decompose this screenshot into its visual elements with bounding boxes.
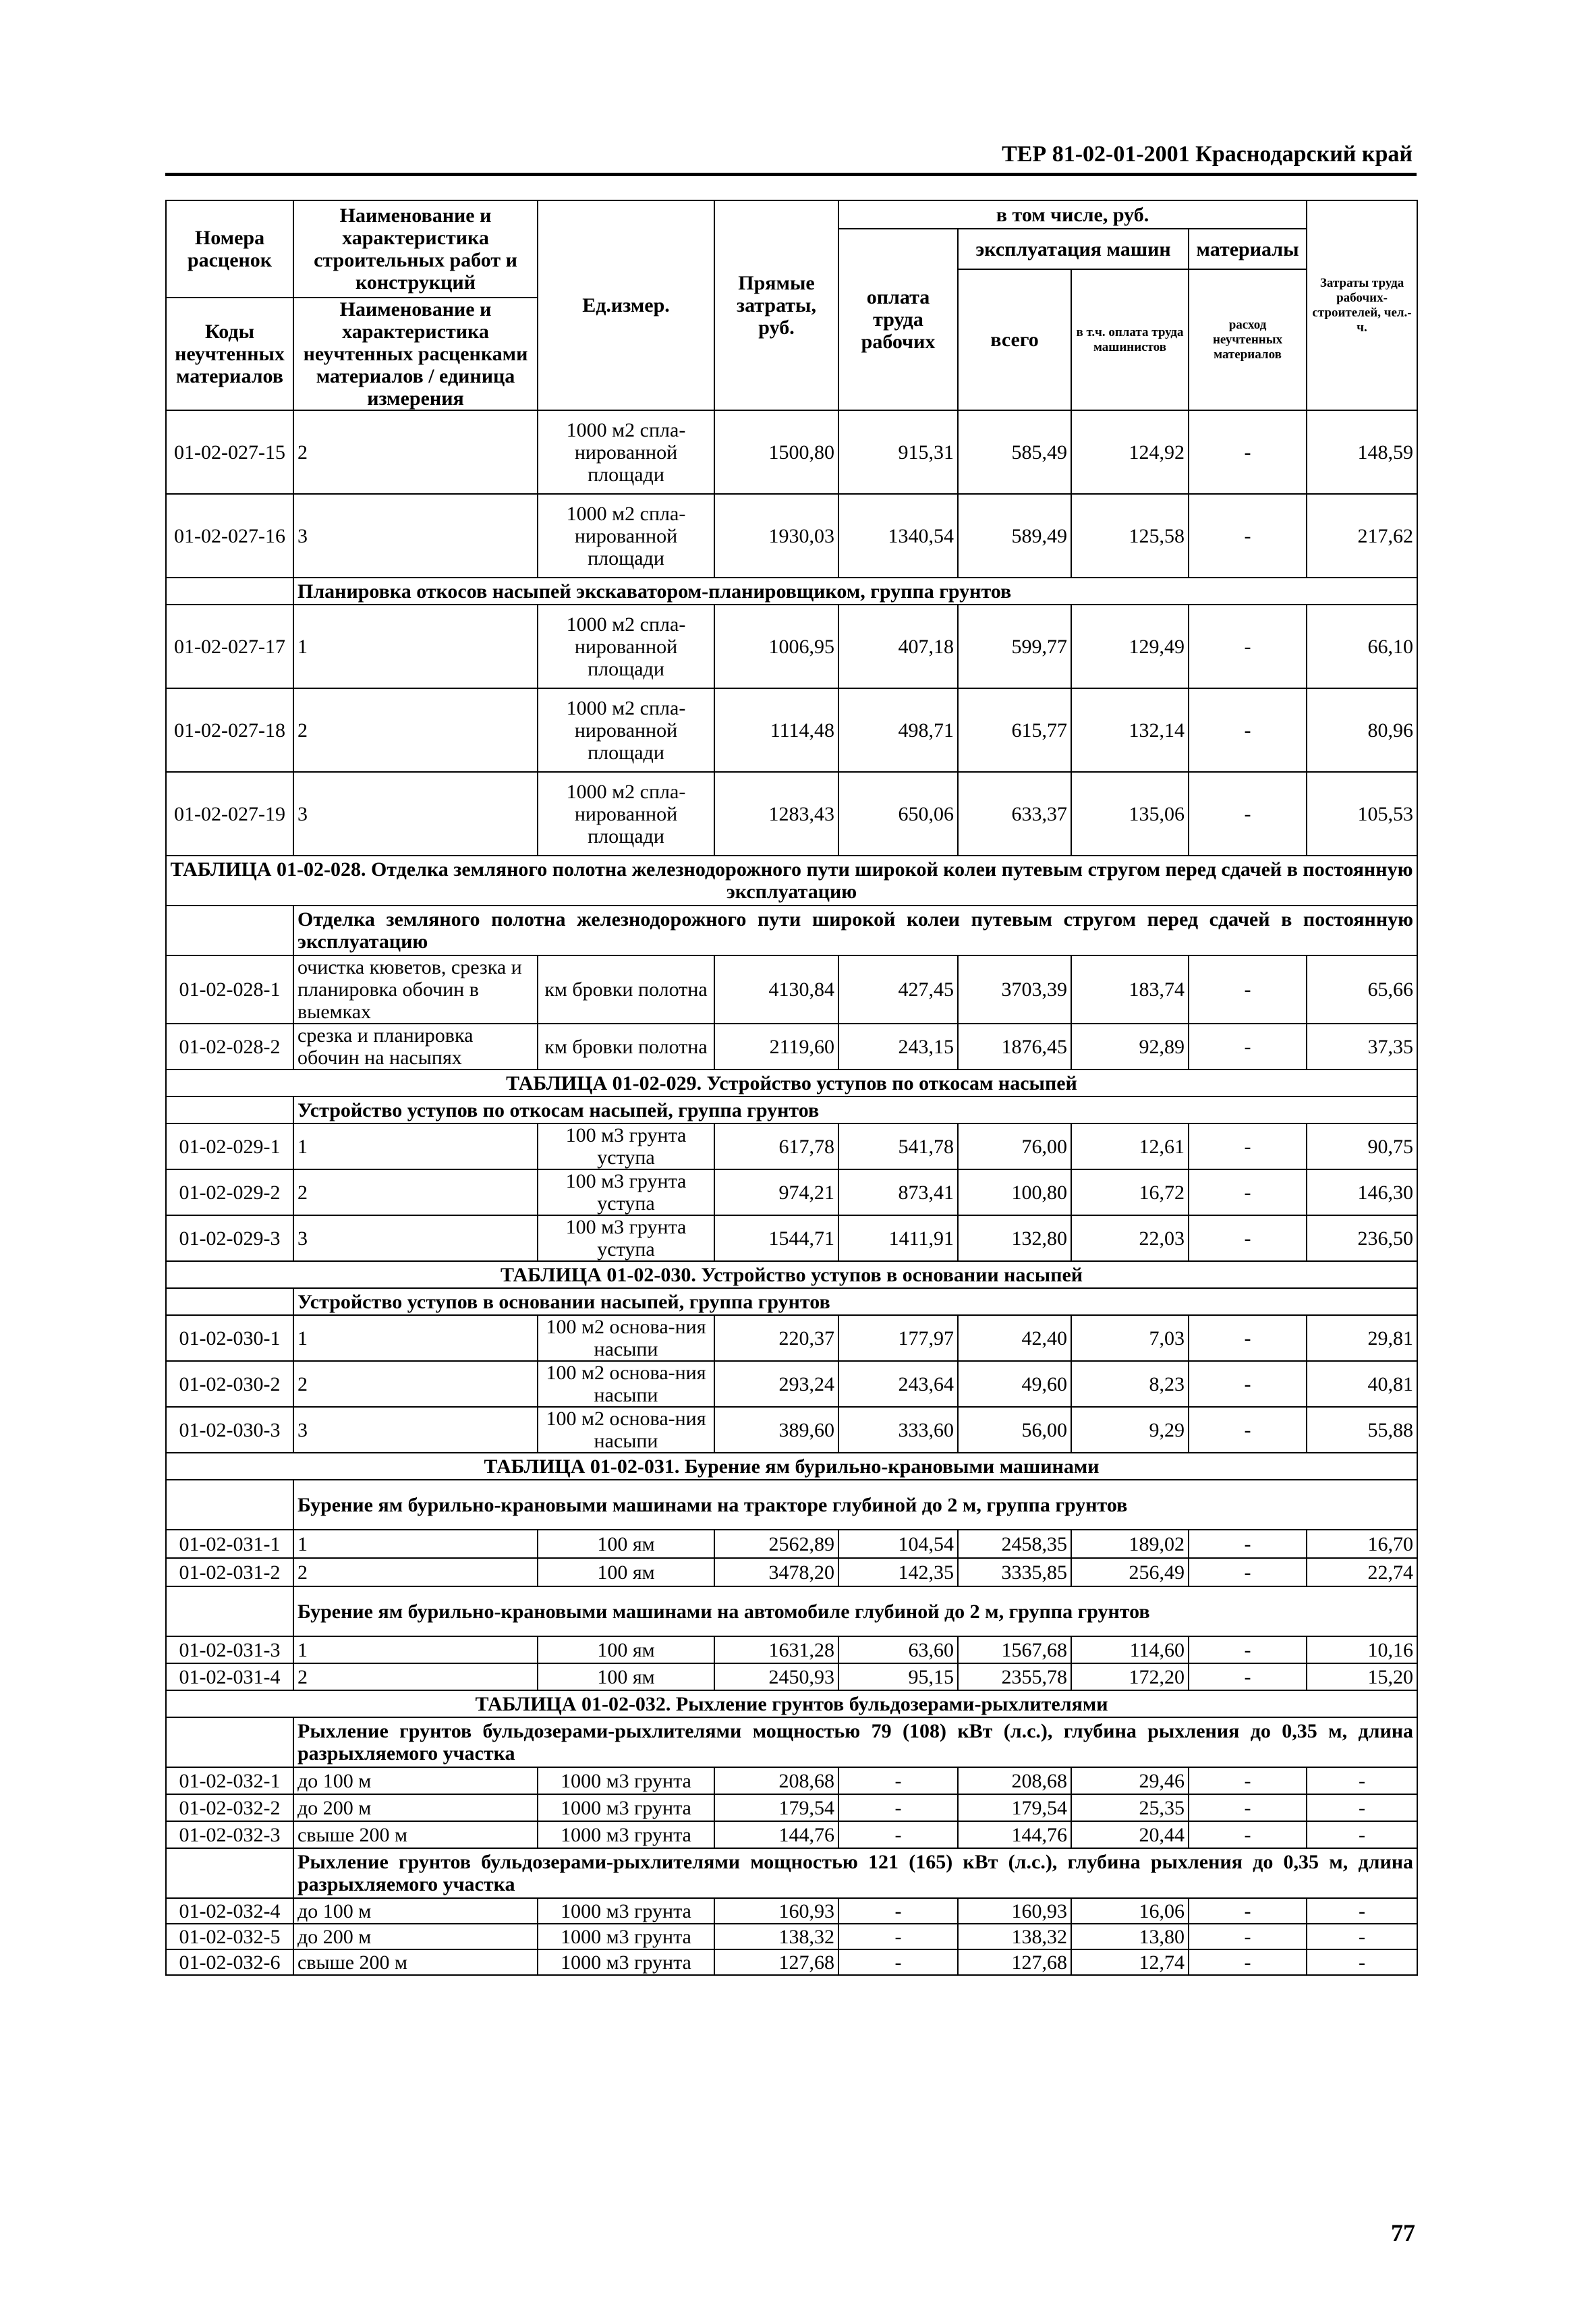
cell-mat: - <box>1189 772 1307 856</box>
cell-mat: - <box>1189 1663 1307 1690</box>
table-row <box>166 1024 1417 1070</box>
cell-labor: 427,45 <box>838 955 958 1024</box>
group-heading-row <box>166 578 1417 605</box>
cell-direct: 2562,89 <box>714 1530 838 1558</box>
group-heading-row <box>166 1288 1417 1315</box>
cell-unit: 100 ям <box>538 1663 714 1690</box>
cell-mat: - <box>1189 1169 1307 1215</box>
cell-empty <box>166 1717 293 1767</box>
cell-labor: 142,35 <box>838 1558 958 1586</box>
cell-hours: 40,81 <box>1307 1361 1417 1407</box>
cell-labor: 63,60 <box>838 1636 958 1663</box>
cell-direct: 160,93 <box>714 1898 838 1924</box>
cell-name: до 200 м <box>293 1924 538 1949</box>
cell-hours: - <box>1307 1949 1417 1975</box>
cell-machine: 2355,78 <box>958 1663 1071 1690</box>
cell-driver: 172,20 <box>1071 1663 1189 1690</box>
cell-direct: 1631,28 <box>714 1636 838 1663</box>
cell-code: 01-02-027-18 <box>166 688 293 772</box>
cell-code: 01-02-031-3 <box>166 1636 293 1663</box>
rates-table <box>165 200 1418 1976</box>
cell-unit: 100 м2 основа-ния насыпи <box>538 1315 714 1361</box>
group-heading-row <box>166 906 1417 955</box>
cell-unit: 100 ям <box>538 1558 714 1586</box>
cell-mat: - <box>1189 1530 1307 1558</box>
cell-code: 01-02-031-2 <box>166 1558 293 1586</box>
cell-labor: 1340,54 <box>838 494 958 578</box>
cell-name: 3 <box>293 1407 538 1453</box>
group-heading: Устройство уступов в основании насыпей, группа грунтов <box>293 1288 1417 1315</box>
cell-name: 3 <box>293 772 538 856</box>
cell-driver: 22,03 <box>1071 1215 1189 1261</box>
col-driver: в т.ч. оплата труда машинистов <box>1071 269 1189 410</box>
cell-driver: 13,80 <box>1071 1924 1189 1949</box>
cell-name: 1 <box>293 1315 538 1361</box>
cell-mat: - <box>1189 1361 1307 1407</box>
cell-unit: 1000 м2 спла-нированной площади <box>538 494 714 578</box>
cell-direct: 293,24 <box>714 1361 838 1407</box>
table-row <box>166 494 1417 578</box>
cell-direct: 127,68 <box>714 1949 838 1975</box>
cell-hours: 148,59 <box>1307 410 1417 494</box>
col-consumption: расход неучтенных материалов <box>1189 269 1307 410</box>
cell-direct: 1114,48 <box>714 688 838 772</box>
col-labor: оплата труда рабочих <box>838 229 958 410</box>
cell-mat: - <box>1189 1949 1307 1975</box>
cell-driver: 92,89 <box>1071 1024 1189 1070</box>
cell-mat: - <box>1189 494 1307 578</box>
cell-unit: 100 м3 грунта уступа <box>538 1123 714 1169</box>
cell-machine: 2458,35 <box>958 1530 1071 1558</box>
cell-labor: 243,15 <box>838 1024 958 1070</box>
table-title: ТАБЛИЦА 01-02-031. Бурение ям бурильно-крановыми машинами <box>166 1453 1417 1480</box>
cell-hours: 146,30 <box>1307 1169 1417 1215</box>
table-row <box>166 1949 1417 1975</box>
cell-machine: 1567,68 <box>958 1636 1071 1663</box>
cell-mat: - <box>1189 1636 1307 1663</box>
table-row <box>166 955 1417 1024</box>
cell-mat: - <box>1189 410 1307 494</box>
table-title: ТАБЛИЦА 01-02-032. Рыхление грунтов бульдозерами-рыхлителями <box>166 1690 1417 1717</box>
table-title: ТАБЛИЦА 01-02-030. Устройство уступов в основании насыпей <box>166 1261 1417 1288</box>
cell-driver: 124,92 <box>1071 410 1189 494</box>
col-materials: материалы <box>1189 229 1307 269</box>
table-title: ТАБЛИЦА 01-02-029. Устройство уступов по откосам насыпей <box>166 1070 1417 1096</box>
group-heading-row <box>166 1848 1417 1898</box>
cell-driver: 9,29 <box>1071 1407 1189 1453</box>
cell-name: до 200 м <box>293 1794 538 1821</box>
cell-name: 1 <box>293 1530 538 1558</box>
cell-name: 2 <box>293 1361 538 1407</box>
cell-mat: - <box>1189 1315 1307 1361</box>
group-heading: Устройство уступов по откосам насыпей, группа грунтов <box>293 1096 1417 1123</box>
group-heading-row <box>166 1586 1417 1636</box>
table-row <box>166 1215 1417 1261</box>
cell-driver: 16,72 <box>1071 1169 1189 1215</box>
cell-machine: 1876,45 <box>958 1024 1071 1070</box>
cell-machine: 3703,39 <box>958 955 1071 1024</box>
cell-machine: 76,00 <box>958 1123 1071 1169</box>
cell-driver: 16,06 <box>1071 1898 1189 1924</box>
cell-driver: 12,74 <box>1071 1949 1189 1975</box>
cell-machine: 585,49 <box>958 410 1071 494</box>
table-title-row <box>166 1690 1417 1717</box>
cell-unit: 1000 м3 грунта <box>538 1949 714 1975</box>
cell-hours: 65,66 <box>1307 955 1417 1024</box>
cell-empty <box>166 1848 293 1898</box>
cell-name: 2 <box>293 1558 538 1586</box>
cell-labor: 541,78 <box>838 1123 958 1169</box>
cell-driver: 12,61 <box>1071 1123 1189 1169</box>
cell-machine: 144,76 <box>958 1821 1071 1848</box>
group-heading: Планировка откосов насыпей экскаватором-планировщиком, группа грунтов <box>293 578 1417 605</box>
cell-direct: 1930,03 <box>714 494 838 578</box>
cell-hours: - <box>1307 1924 1417 1949</box>
col-name-bottom: Наименование и характеристика неучтенных расценками материалов / единица измерения <box>293 298 538 410</box>
cell-driver: 8,23 <box>1071 1361 1189 1407</box>
col-machine: эксплуатация машин <box>958 229 1189 269</box>
cell-machine: 49,60 <box>958 1361 1071 1407</box>
cell-unit: 1000 м3 грунта <box>538 1898 714 1924</box>
cell-empty <box>166 1096 293 1123</box>
cell-mat: - <box>1189 1794 1307 1821</box>
cell-hours: 105,53 <box>1307 772 1417 856</box>
cell-mat: - <box>1189 1407 1307 1453</box>
cell-labor: - <box>838 1949 958 1975</box>
table-row <box>166 1898 1417 1924</box>
cell-labor: 177,97 <box>838 1315 958 1361</box>
cell-unit: 100 м3 грунта уступа <box>538 1169 714 1215</box>
cell-mat: - <box>1189 1024 1307 1070</box>
cell-hours: 217,62 <box>1307 494 1417 578</box>
col-unit: Ед.измер. <box>538 200 714 410</box>
cell-mat: - <box>1189 1558 1307 1586</box>
cell-machine: 589,49 <box>958 494 1071 578</box>
table-row <box>166 605 1417 688</box>
cell-driver: 114,60 <box>1071 1636 1189 1663</box>
cell-unit: км бровки полотна <box>538 955 714 1024</box>
page-header: ТЕР 81-02-01-2001 Краснодарский край <box>1002 142 1413 167</box>
cell-hours: - <box>1307 1794 1417 1821</box>
cell-name: свыше 200 м <box>293 1949 538 1975</box>
cell-code: 01-02-032-3 <box>166 1821 293 1848</box>
cell-name: срезка и планировка обочин на насыпях <box>293 1024 538 1070</box>
table-row <box>166 1636 1417 1663</box>
table-row <box>166 410 1417 494</box>
cell-unit: 100 м2 основа-ния насыпи <box>538 1407 714 1453</box>
cell-code: 01-02-029-3 <box>166 1215 293 1261</box>
cell-machine: 42,40 <box>958 1315 1071 1361</box>
cell-labor: 407,18 <box>838 605 958 688</box>
table-row <box>166 772 1417 856</box>
cell-hours: - <box>1307 1821 1417 1848</box>
cell-labor: - <box>838 1767 958 1794</box>
table-row <box>166 1663 1417 1690</box>
cell-mat: - <box>1189 1924 1307 1949</box>
cell-direct: 179,54 <box>714 1794 838 1821</box>
group-heading-row <box>166 1096 1417 1123</box>
table-row <box>166 1123 1417 1169</box>
cell-mat: - <box>1189 688 1307 772</box>
cell-name: 1 <box>293 1123 538 1169</box>
cell-unit: 1000 м2 спла-нированной площади <box>538 772 714 856</box>
group-heading: Отделка земляного полотна железнодорожного пути широкой колеи путевым стругом перед сдачей в постоянную эксплуатацию <box>293 906 1417 955</box>
cell-driver: 129,49 <box>1071 605 1189 688</box>
group-heading-row <box>166 1717 1417 1767</box>
cell-labor: 498,71 <box>838 688 958 772</box>
group-heading: Рыхление грунтов бульдозерами-рыхлителями мощностью 121 (165) кВт (л.с.), глубина рыхления до 0,35 м, длина разрыхляемого участка <box>293 1848 1417 1898</box>
cell-name: 1 <box>293 1636 538 1663</box>
cell-hours: 66,10 <box>1307 605 1417 688</box>
cell-labor: 104,54 <box>838 1530 958 1558</box>
cell-driver: 132,14 <box>1071 688 1189 772</box>
cell-mat: - <box>1189 1215 1307 1261</box>
group-heading: Бурение ям бурильно-крановыми машинами на автомобиле глубиной до 2 м, группа грунтов <box>293 1586 1417 1636</box>
table-row <box>166 1530 1417 1558</box>
cell-driver: 25,35 <box>1071 1794 1189 1821</box>
cell-unit: 100 м2 основа-ния насыпи <box>538 1361 714 1407</box>
cell-empty <box>166 578 293 605</box>
cell-direct: 138,32 <box>714 1924 838 1949</box>
table-title-row <box>166 1261 1417 1288</box>
cell-hours: 90,75 <box>1307 1123 1417 1169</box>
cell-code: 01-02-028-1 <box>166 955 293 1024</box>
cell-labor: 1411,91 <box>838 1215 958 1261</box>
table-row <box>166 1361 1417 1407</box>
col-workhours: Затраты труда рабочих-строителей, чел.-ч. <box>1307 200 1417 410</box>
cell-name: свыше 200 м <box>293 1821 538 1848</box>
cell-machine: 3335,85 <box>958 1558 1071 1586</box>
col-direct: Прямые затраты, руб. <box>714 200 838 410</box>
cell-code: 01-02-027-19 <box>166 772 293 856</box>
cell-direct: 1283,43 <box>714 772 838 856</box>
cell-mat: - <box>1189 1123 1307 1169</box>
cell-direct: 3478,20 <box>714 1558 838 1586</box>
cell-hours: - <box>1307 1898 1417 1924</box>
cell-hours: 22,74 <box>1307 1558 1417 1586</box>
cell-hours: 15,20 <box>1307 1663 1417 1690</box>
table-title-row <box>166 856 1417 906</box>
cell-mat: - <box>1189 955 1307 1024</box>
cell-machine: 132,80 <box>958 1215 1071 1261</box>
group-heading-row <box>166 1480 1417 1530</box>
cell-machine: 615,77 <box>958 688 1071 772</box>
cell-empty <box>166 1288 293 1315</box>
cell-unit: км бровки полотна <box>538 1024 714 1070</box>
cell-driver: 20,44 <box>1071 1821 1189 1848</box>
cell-code: 01-02-029-1 <box>166 1123 293 1169</box>
cell-direct: 220,37 <box>714 1315 838 1361</box>
cell-driver: 189,02 <box>1071 1530 1189 1558</box>
cell-unit: 1000 м2 спла-нированной площади <box>538 410 714 494</box>
cell-hours: 236,50 <box>1307 1215 1417 1261</box>
cell-code: 01-02-029-2 <box>166 1169 293 1215</box>
cell-hours: 16,70 <box>1307 1530 1417 1558</box>
col-code-top: Номера расценок <box>166 200 293 298</box>
cell-name: 1 <box>293 605 538 688</box>
cell-unit: 1000 м2 спла-нированной площади <box>538 605 714 688</box>
cell-direct: 1500,80 <box>714 410 838 494</box>
cell-unit: 1000 м2 спла-нированной площади <box>538 688 714 772</box>
cell-hours: 80,96 <box>1307 688 1417 772</box>
cell-direct: 1544,71 <box>714 1215 838 1261</box>
cell-name: очистка кюветов, срезка и планировка обочин в выемках <box>293 955 538 1024</box>
cell-direct: 617,78 <box>714 1123 838 1169</box>
cell-name: 2 <box>293 1169 538 1215</box>
cell-direct: 974,21 <box>714 1169 838 1215</box>
header-rule <box>165 173 1417 176</box>
cell-labor: - <box>838 1924 958 1949</box>
cell-code: 01-02-028-2 <box>166 1024 293 1070</box>
group-heading: Бурение ям бурильно-крановыми машинами на тракторе глубиной до 2 м, группа грунтов <box>293 1480 1417 1530</box>
table-row <box>166 688 1417 772</box>
table-row <box>166 1169 1417 1215</box>
cell-machine: 633,37 <box>958 772 1071 856</box>
cell-labor: 95,15 <box>838 1663 958 1690</box>
cell-hours: 55,88 <box>1307 1407 1417 1453</box>
cell-code: 01-02-030-2 <box>166 1361 293 1407</box>
cell-unit: 1000 м3 грунта <box>538 1821 714 1848</box>
cell-empty <box>166 1586 293 1636</box>
cell-machine: 160,93 <box>958 1898 1071 1924</box>
col-code-bottom: Коды неучтенных материалов <box>166 298 293 410</box>
table-row <box>166 1821 1417 1848</box>
cell-labor: 915,31 <box>838 410 958 494</box>
cell-unit: 100 ям <box>538 1636 714 1663</box>
cell-machine: 208,68 <box>958 1767 1071 1794</box>
cell-code: 01-02-030-3 <box>166 1407 293 1453</box>
cell-name: 3 <box>293 1215 538 1261</box>
cell-unit: 1000 м3 грунта <box>538 1924 714 1949</box>
cell-name: до 100 м <box>293 1767 538 1794</box>
cell-unit: 1000 м3 грунта <box>538 1767 714 1794</box>
cell-code: 01-02-031-1 <box>166 1530 293 1558</box>
page-number: 77 <box>1391 2219 1415 2246</box>
cell-name: 2 <box>293 1663 538 1690</box>
table-title-row <box>166 1453 1417 1480</box>
cell-driver: 7,03 <box>1071 1315 1189 1361</box>
cell-code: 01-02-032-2 <box>166 1794 293 1821</box>
table-title-row <box>166 1070 1417 1096</box>
cell-code: 01-02-032-5 <box>166 1924 293 1949</box>
cell-machine: 56,00 <box>958 1407 1071 1453</box>
cell-direct: 2119,60 <box>714 1024 838 1070</box>
cell-code: 01-02-032-1 <box>166 1767 293 1794</box>
col-incl: в том числе, руб. <box>838 200 1307 229</box>
cell-code: 01-02-032-6 <box>166 1949 293 1975</box>
cell-code: 01-02-027-16 <box>166 494 293 578</box>
table-row <box>166 1558 1417 1586</box>
cell-name: 2 <box>293 410 538 494</box>
col-name-top: Наименование и характеристика строительных работ и конструкций <box>293 200 538 298</box>
cell-driver: 125,58 <box>1071 494 1189 578</box>
cell-name: 2 <box>293 688 538 772</box>
cell-labor: - <box>838 1821 958 1848</box>
cell-code: 01-02-030-1 <box>166 1315 293 1361</box>
cell-hours: - <box>1307 1767 1417 1794</box>
cell-unit: 100 м3 грунта уступа <box>538 1215 714 1261</box>
cell-direct: 1006,95 <box>714 605 838 688</box>
cell-machine: 599,77 <box>958 605 1071 688</box>
cell-empty <box>166 906 293 955</box>
cell-labor: 333,60 <box>838 1407 958 1453</box>
cell-code: 01-02-032-4 <box>166 1898 293 1924</box>
cell-code: 01-02-027-17 <box>166 605 293 688</box>
cell-machine: 127,68 <box>958 1949 1071 1975</box>
cell-code: 01-02-031-4 <box>166 1663 293 1690</box>
cell-mat: - <box>1189 605 1307 688</box>
table-row <box>166 1794 1417 1821</box>
table-row <box>166 1407 1417 1453</box>
cell-direct: 208,68 <box>714 1767 838 1794</box>
cell-mat: - <box>1189 1898 1307 1924</box>
cell-machine: 100,80 <box>958 1169 1071 1215</box>
cell-direct: 4130,84 <box>714 955 838 1024</box>
cell-driver: 29,46 <box>1071 1767 1189 1794</box>
cell-hours: 37,35 <box>1307 1024 1417 1070</box>
table-row <box>166 1315 1417 1361</box>
cell-labor: 873,41 <box>838 1169 958 1215</box>
cell-driver: 183,74 <box>1071 955 1189 1024</box>
cell-unit: 100 ям <box>538 1530 714 1558</box>
cell-labor: 243,64 <box>838 1361 958 1407</box>
cell-machine: 138,32 <box>958 1924 1071 1949</box>
cell-unit: 1000 м3 грунта <box>538 1794 714 1821</box>
cell-driver: 135,06 <box>1071 772 1189 856</box>
cell-name: до 100 м <box>293 1898 538 1924</box>
cell-direct: 389,60 <box>714 1407 838 1453</box>
cell-empty <box>166 1480 293 1530</box>
col-machine-total: всего <box>958 269 1071 410</box>
group-heading: Рыхление грунтов бульдозерами-рыхлителями мощностью 79 (108) кВт (л.с.), глубина рыхления до 0,35 м, длина разрыхляемого участка <box>293 1717 1417 1767</box>
table-row <box>166 1924 1417 1949</box>
cell-driver: 256,49 <box>1071 1558 1189 1586</box>
cell-direct: 144,76 <box>714 1821 838 1848</box>
cell-hours: 29,81 <box>1307 1315 1417 1361</box>
cell-mat: - <box>1189 1821 1307 1848</box>
cell-name: 3 <box>293 494 538 578</box>
cell-direct: 2450,93 <box>714 1663 838 1690</box>
cell-mat: - <box>1189 1767 1307 1794</box>
cell-labor: - <box>838 1794 958 1821</box>
table-row <box>166 1767 1417 1794</box>
cell-labor: - <box>838 1898 958 1924</box>
cell-machine: 179,54 <box>958 1794 1071 1821</box>
cell-hours: 10,16 <box>1307 1636 1417 1663</box>
cell-labor: 650,06 <box>838 772 958 856</box>
table-title: ТАБЛИЦА 01-02-028. Отделка земляного полотна железнодорожного пути широкой колеи путевым стругом перед сдачей в постоянную эксплуатацию <box>166 856 1417 906</box>
cell-code: 01-02-027-15 <box>166 410 293 494</box>
